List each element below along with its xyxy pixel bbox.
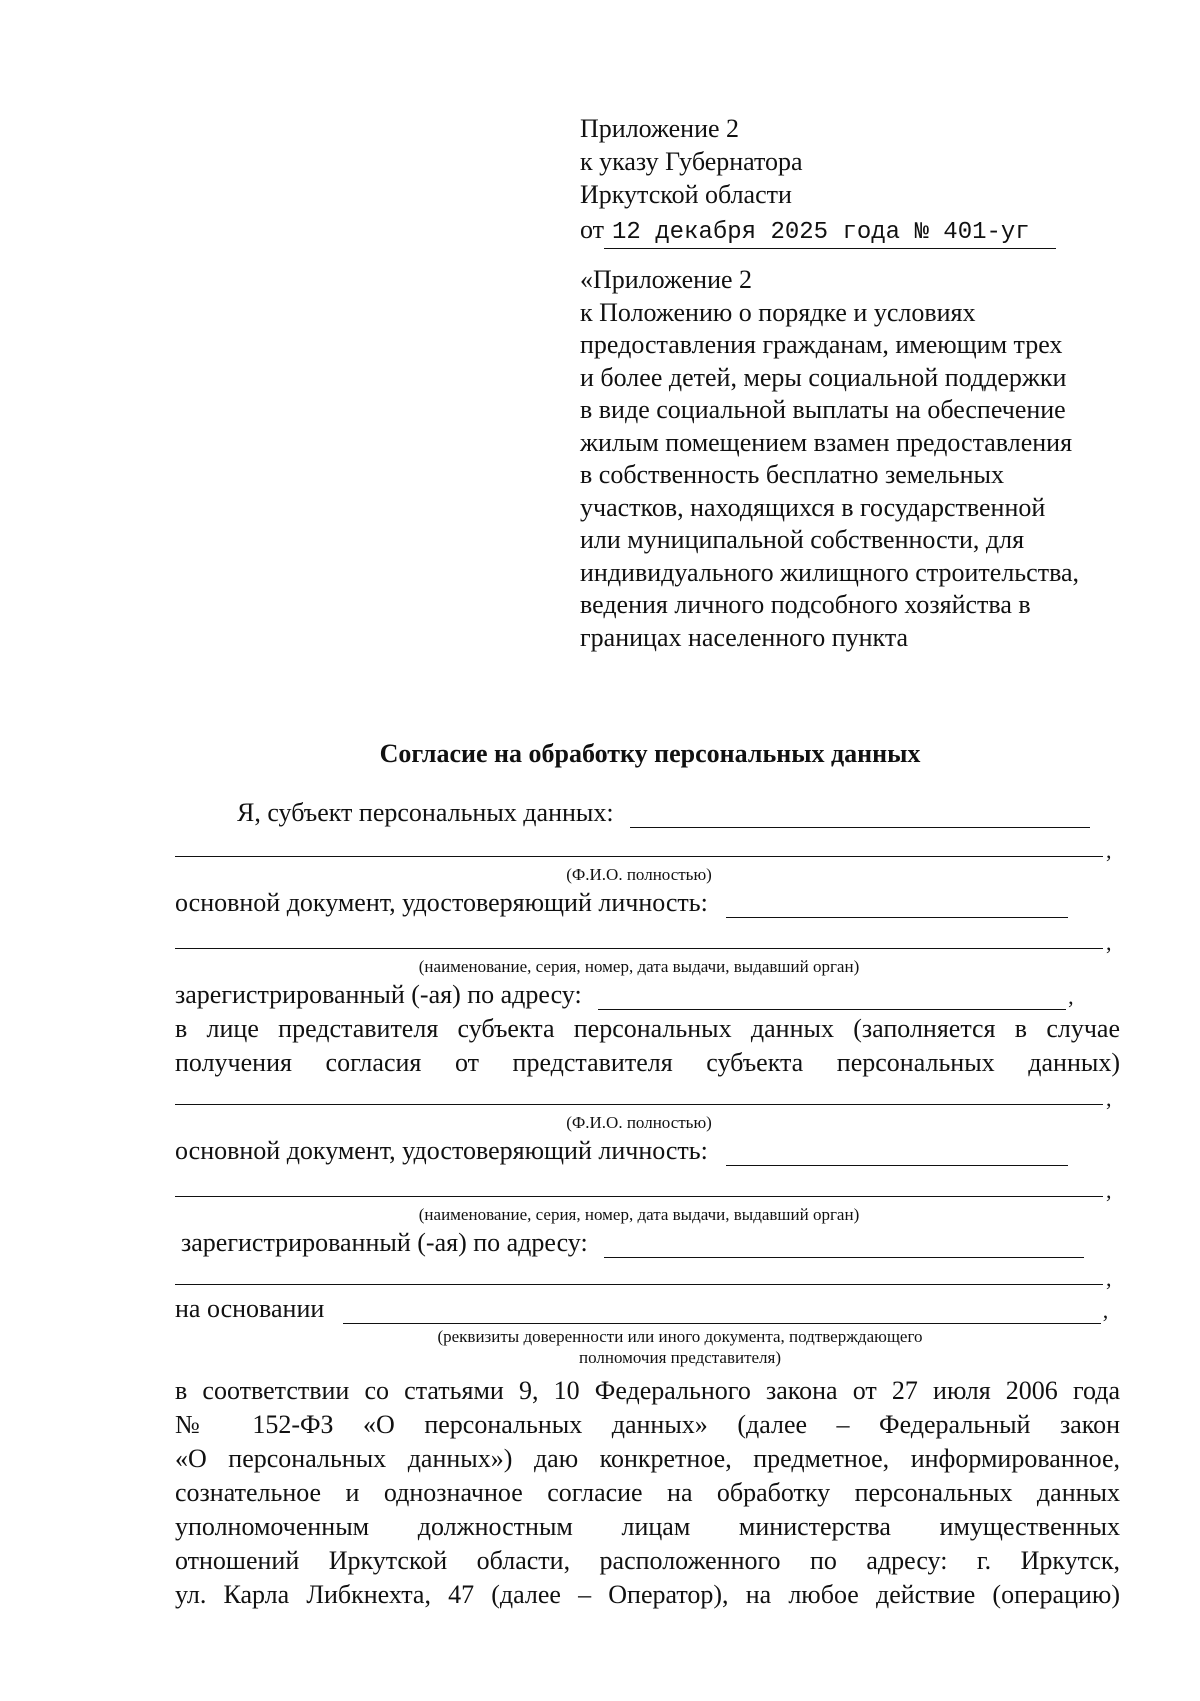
doc-field[interactable] [726, 891, 1068, 918]
basis-caption [260, 1326, 1100, 1368]
form-title: Согласие на обработку персональных данных [379, 739, 921, 768]
header-line: к указу Губернатора [580, 147, 803, 176]
basis-caption-line: полномочия представителя) [578, 1348, 782, 1367]
annex-line: границах населенного пункта [580, 622, 909, 652]
annex-line: предоставления гражданам, имеющим трех [580, 330, 1063, 359]
annex-line: и более детей, меры социальной поддержки [580, 362, 1067, 392]
annex-line: или муниципальной собственности, для [580, 525, 1025, 554]
order-prefix: от [580, 215, 605, 244]
annex-line: «Приложение 2 [580, 265, 753, 294]
order-reference [580, 213, 1140, 249]
representative-line: получения согласия от представителя субъекта персональных данных) [175, 1048, 1120, 1077]
body-line: уполномоченным должностным лицам министерства имущественных [175, 1512, 1120, 1541]
subject-name-continuation-field[interactable] [175, 856, 1103, 857]
doc-caption: (наименование, серия, номер, дата выдачи, выдавший орган) [418, 957, 860, 976]
body-line: отношений Иркутской области, расположенного по адресу: г. Иркутск, [175, 1546, 1120, 1575]
basis-label: на основании [175, 1294, 325, 1323]
annex-header [580, 264, 1140, 654]
basis-row [175, 1294, 1120, 1324]
consent-body [175, 1374, 1120, 1612]
subject-row [175, 798, 1120, 828]
representative-line: в лице представителя субъекта персональных данных (заполняется в случае [175, 1014, 1120, 1043]
comma: , [1106, 930, 1112, 955]
comma: , [1102, 1298, 1109, 1323]
body-line: сознательное и однозначное согласие на обработку персональных данных [175, 1478, 1120, 1507]
body-line: «О персональных данных») даю конкретное, предметное, информированное, [175, 1444, 1120, 1473]
annex-line: к Положению о порядке и условиях [580, 297, 976, 327]
rep-address-field[interactable] [604, 1231, 1084, 1258]
header-line: Иркутской области [580, 180, 792, 209]
rep-name-field[interactable] [175, 1104, 1103, 1105]
annex-line: в виде социальной выплаты на обеспечение [580, 395, 1066, 424]
body-line: в соответствии со статьями 9, 10 Федерального закона от 27 июля 2006 года [175, 1376, 1120, 1405]
doc-row [175, 888, 1120, 918]
rep-address-continuation-field[interactable] [175, 1284, 1103, 1285]
comma: , [1106, 838, 1112, 863]
comma: , [1106, 1086, 1112, 1111]
basis-field[interactable] [343, 1297, 1101, 1324]
rep-address-label: зарегистрированный (-ая) по адресу: [181, 1228, 588, 1257]
annex-line: индивидуального жилищного строительства, [580, 557, 1080, 587]
rep-doc-continuation-field[interactable] [175, 1196, 1103, 1197]
rep-doc-label: основной документ, удостоверяющий личность: [175, 1136, 708, 1165]
rep-fio-caption: (Ф.И.О. полностью) [566, 1113, 712, 1132]
annex-line: жилым помещением взамен предоставления [580, 427, 1073, 457]
address-field[interactable] [598, 983, 1066, 1010]
basis-caption-line: (реквизиты доверенности или иного документа, подтверждающего [437, 1327, 923, 1346]
doc-continuation-field[interactable] [175, 948, 1103, 949]
address-label: зарегистрированный (-ая) по адресу: [175, 980, 582, 1009]
rep-doc-row [175, 1136, 1120, 1166]
decree-header [580, 112, 1140, 249]
comma: , [1106, 1266, 1112, 1291]
fio-caption: (Ф.И.О. полностью) [566, 865, 712, 884]
body-line: ул. Карла Либкнехта, 47 (далее – Оператор), на любое действие (операцию) [175, 1580, 1120, 1609]
order-number-field: 12 декабря 2025 года № 401-уг [604, 218, 1056, 249]
annex-line: ведения личного подсобного хозяйства в [580, 590, 1031, 619]
annex-line: в собственность бесплатно земельных [580, 460, 1005, 489]
doc-label: основной документ, удостоверяющий личность: [175, 888, 708, 917]
representative-paragraph [175, 1012, 1120, 1080]
comma: , [1106, 1178, 1112, 1203]
annex-line: участков, находящихся в государственной [580, 492, 1046, 522]
rep-address-row [175, 1228, 1120, 1258]
comma: , [1068, 984, 1074, 1009]
rep-doc-caption: (наименование, серия, номер, дата выдачи, выдавший орган) [418, 1205, 860, 1224]
address-row [175, 980, 1120, 1010]
body-line: № 152-ФЗ «О персональных данных» (далее – Федеральный закон [175, 1410, 1120, 1439]
subject-label: Я, субъект персональных данных: [237, 798, 614, 827]
subject-name-field[interactable] [630, 801, 1090, 828]
rep-doc-field[interactable] [726, 1139, 1068, 1166]
header-line: Приложение 2 [580, 114, 740, 143]
